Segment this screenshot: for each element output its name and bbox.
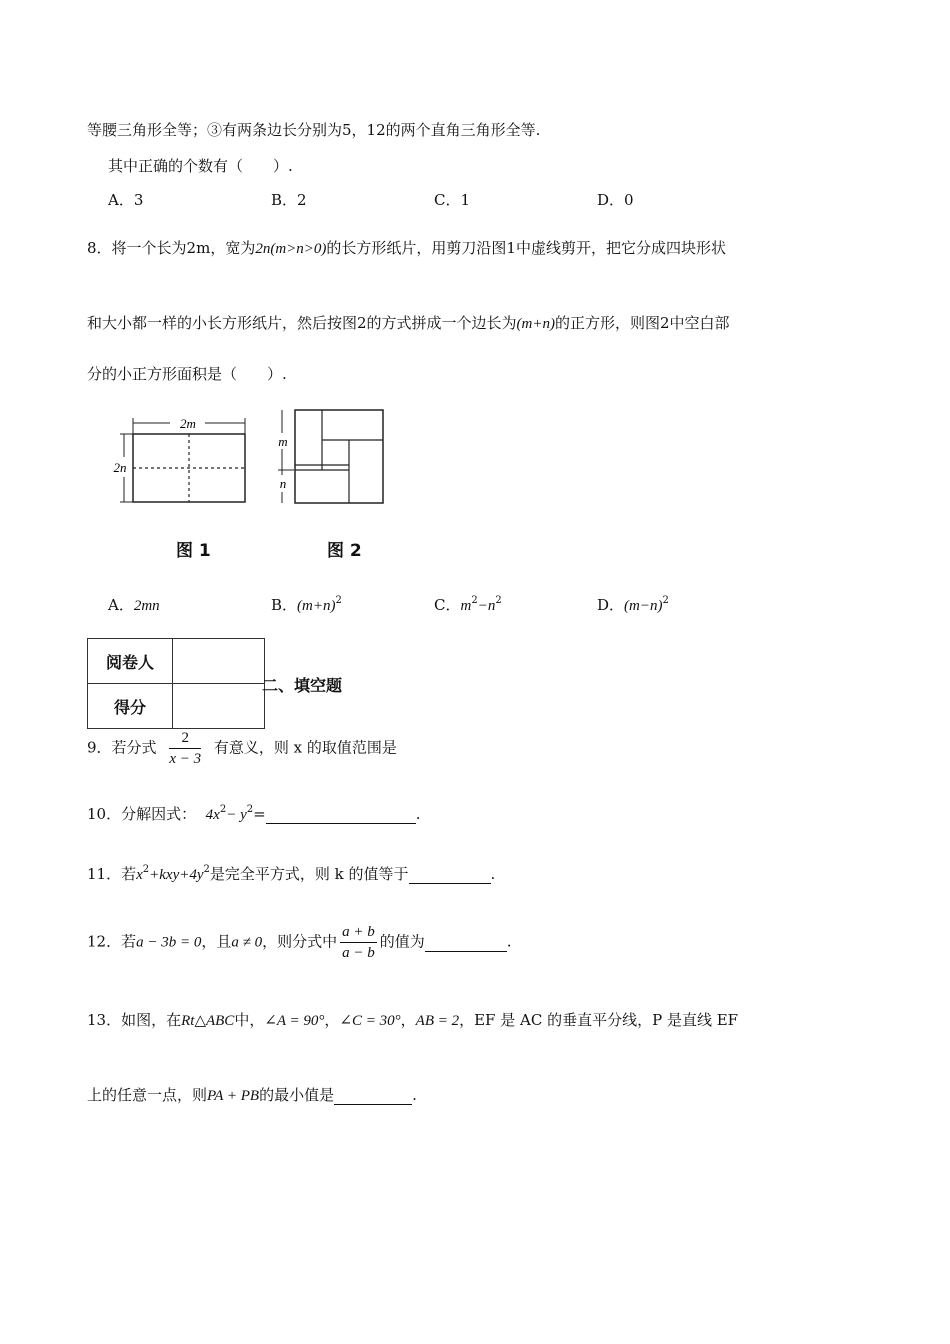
q13-line-2: 上的任意一点，则PA + PB的最小值是 . (87, 1086, 417, 1104)
figure-2-caption: 图 2 (327, 541, 362, 561)
figure-1-height-label: 2n (113, 460, 127, 475)
q8-text-3: 和大小都一样的小长方形纸片，然后按图2的方式拼成一个边长为 (87, 314, 517, 332)
score-cell[interactable] (173, 684, 265, 729)
figure-1-width-label: 2m (180, 416, 196, 431)
q7-option-b: B．2 (271, 191, 307, 209)
q9-fraction: $\frac{2}{x - 3}$ (169, 730, 202, 767)
q8-number: 8． (87, 239, 112, 257)
q8-line-3: 分的小正方形面积是（ ）. (87, 365, 287, 383)
q8-math-1: 2n(m>n>0) (255, 241, 327, 257)
grader-label: 阅卷人 (88, 639, 173, 684)
q8-line-1 (87, 237, 726, 258)
q12-fraction: $\frac{a + b}{a - b}$ (342, 924, 375, 961)
q7-option-c: C．1 (434, 191, 471, 209)
q13-answer-blank[interactable] (334, 1086, 412, 1105)
figure-2-m-label: m (278, 434, 288, 449)
q13-line-1: 13．如图，在Rt△ABC中，∠A = 90°，∠C = 30°，AB = 2，EF 是 AC 的垂直平分线，P 是直线 EF (87, 1011, 739, 1029)
q10-answer-blank[interactable] (266, 805, 416, 824)
q8-option-a: A．2mn (108, 596, 160, 614)
figure-1-caption: 图 1 (176, 541, 211, 561)
figure-2-n-label: n (279, 476, 287, 491)
q11: 11．若$x^2+kxy+4y^2$是完全平方式，则 k 的值等于 . (87, 864, 496, 883)
score-label: 得分 (88, 684, 173, 729)
q8-math-2: (m+n) (516, 316, 555, 332)
q8-text-4: 的正方形，则图2中空白部 (555, 314, 730, 332)
score-table (87, 638, 265, 729)
q11-answer-blank[interactable] (409, 865, 491, 884)
q8-text-1: 将一个长为2m，宽为 (111, 239, 256, 257)
figure-2-square (272, 405, 387, 510)
q12: 12．若a − 3b = 0，且a ≠ 0，则分式中 $\frac{a + b}{a - b}$ 的值为 . (87, 924, 512, 961)
q10: 10．分解因式： $4x^2- y^2=$ . (87, 804, 421, 823)
q7-stem: 其中正确的个数有（ ）. (108, 157, 293, 175)
q8-option-c: C．$m^2-n^2$ (434, 595, 502, 614)
q9: 9．若分式 $\frac{2}{x - 3}$ 有意义，则 x 的取值范围是 (87, 730, 397, 767)
q12-answer-blank[interactable] (425, 933, 507, 952)
section-heading: 二、填空题 (262, 676, 343, 695)
q7-option-d: D．0 (597, 191, 634, 209)
q8-option-b: B．$(m+n)^2$ (271, 595, 342, 614)
q7-option-a: A．3 (108, 191, 144, 209)
q7-continuation: 等腰三角形全等；③有两条边长分别为5，12的两个直角三角形全等. (87, 121, 541, 139)
q8-option-d: D．$(m-n)^2$ (597, 595, 669, 614)
figure-1-rectangle (110, 415, 260, 510)
q8-text-2: 的长方形纸片，用剪刀沿图1中虚线剪开，把它分成四块形状 (326, 239, 726, 257)
q8-line-2 (87, 312, 730, 333)
grader-cell[interactable] (173, 639, 265, 684)
